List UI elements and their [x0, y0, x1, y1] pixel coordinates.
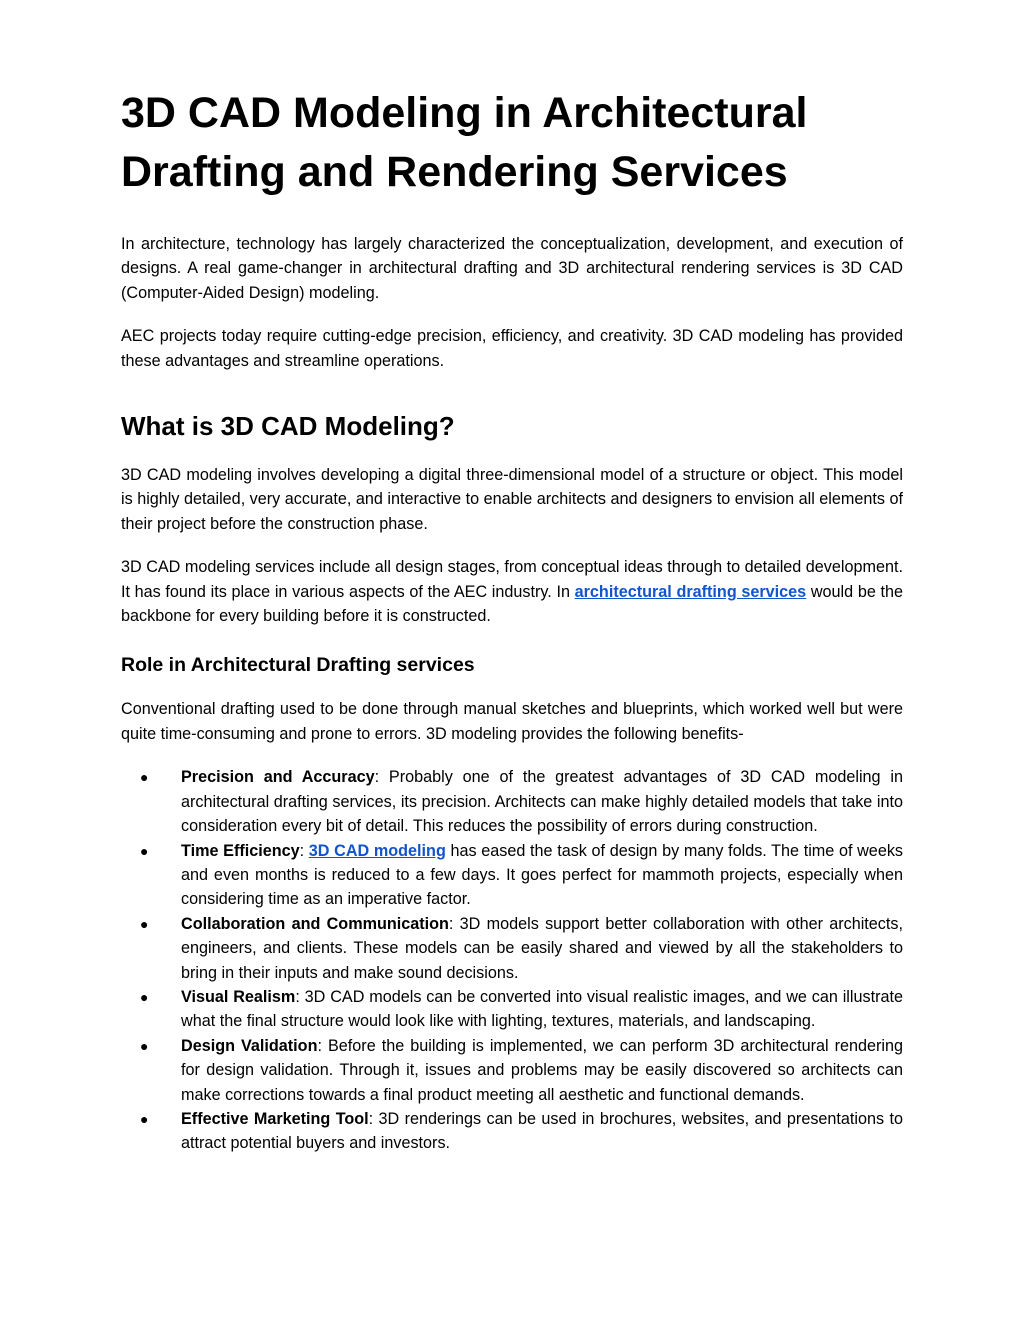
section2-paragraph-1: Conventional drafting used to be done through manual sketches and blueprints, which worked well but were quite time-consuming and prone to errors. 3D modeling provides the following benefits- [121, 700, 903, 743]
bullet-icon: ● [140, 1110, 149, 1127]
section1-paragraph-2-text-before: 3D CAD modeling services include all design stages, from conceptual ideas through to detailed development. It has found its place in various aspects of the AEC industry. In [121, 558, 903, 601]
benefit-description: : 3D models support better collaboration with other architects, engineers, and clients. These models can be easily shared and viewed by all the stakeholders to bring in their inputs and make sound decisions. [181, 914, 903, 982]
benefit-term: Visual Realism [181, 987, 296, 1006]
section1-paragraph-1: 3D CAD modeling involves developing a digital three-dimensional model of a structure or object. This model is highly detailed, very accurate, and interactive to enable architects and designers to envision all elements of their project before the construction phase. [121, 466, 903, 533]
benefit-term: Effective Marketing Tool [181, 1109, 369, 1128]
bullet-icon: ● [140, 1037, 149, 1054]
intro-paragraph-1: In architecture, technology has largely characterized the conceptualization, development, and execution of designs. A real game-changer in architectural drafting and 3D architectural rendering services is 3D CAD (Computer-Aided Design) modeling. [121, 235, 903, 302]
section-heading-what-is-3d-cad: What is 3D CAD Modeling? [121, 411, 455, 442]
section1-paragraph-2 [121, 555, 903, 628]
bullet-icon: ● [140, 842, 149, 859]
benefit-description-after: has eased the task of design by many folds. The time of weeks and even months is reduced to a few days. It goes perfect for mammoth projects, especially when considering time as an imperative factor. [181, 841, 904, 909]
section-heading-role-in-drafting: Role in Architectural Drafting services [121, 654, 475, 677]
benefit-term: Collaboration and Communication [181, 914, 449, 933]
document-page [121, 84, 903, 1156]
benefit-description: : Probably one of the greatest advantages of 3D CAD modeling in architectural drafting services, its precision. Architects can make highly detailed models that take into consideration every bit of detail. This reduces the possibility of errors during construction. [181, 768, 903, 836]
benefit-description: : 3D CAD models can be converted into visual realistic images, and we can illustrate what the final structure would look like with lighting, textures, materials, and landscaping. [181, 987, 903, 1031]
benefits-list [121, 765, 903, 1156]
intro-paragraph-2: AEC projects today require cutting-edge precision, efficiency, and creativity. 3D CAD modeling has provided these advantages and streamline operations. [121, 327, 903, 370]
3d-cad-modeling-link[interactable]: 3D CAD modeling [308, 841, 446, 860]
benefit-description-before: : [299, 841, 309, 860]
benefit-item-time-efficiency [121, 839, 903, 912]
benefit-description: : 3D renderings can be used in brochures, websites, and presentations to attract potential buyers and investors. [181, 1109, 903, 1153]
bullet-icon: ● [140, 769, 149, 786]
benefit-description: : Before the building is implemented, we can perform 3D architectural rendering for design validation. Through it, issues and problems may be easily discovered so architects can make corrections towards a final product meeting all aesthetic and functional demands. [181, 1036, 904, 1104]
benefit-item-collaboration [121, 912, 903, 985]
section1-paragraph-2-text-after: would be the backbone for every building before it is constructed. [121, 582, 903, 626]
benefit-term: Time Efficiency [181, 841, 300, 860]
benefit-item-design-validation [121, 1034, 903, 1107]
benefit-item-precision [121, 765, 903, 838]
page-title: 3D CAD Modeling in Architectural Drafting and Rendering Services [121, 89, 808, 196]
benefit-item-marketing-tool [121, 1107, 903, 1156]
benefit-term: Precision and Accuracy [181, 768, 375, 787]
bullet-icon: ● [140, 988, 149, 1005]
benefit-item-visual-realism [121, 985, 903, 1034]
bullet-icon: ● [140, 915, 149, 932]
architectural-drafting-services-link[interactable]: architectural drafting services [574, 582, 807, 601]
benefit-term: Design Validation [181, 1036, 318, 1055]
